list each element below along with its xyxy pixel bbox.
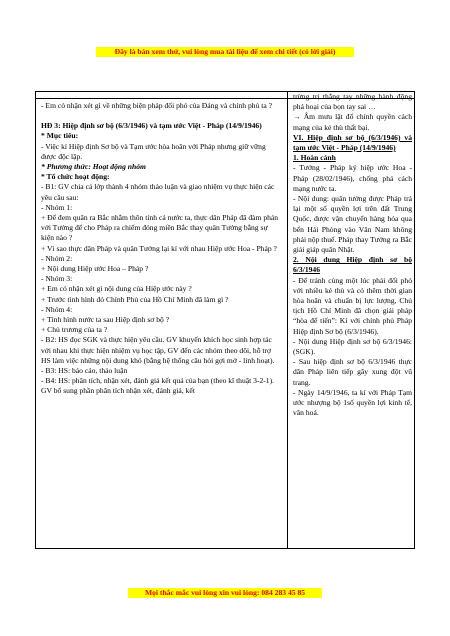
left-column-paragraph: * Phương thức: Hoạt động nhóm	[41, 162, 146, 172]
left-column-paragraph: - Việc kí Hiệp định Sơ bộ và Tạm ước hòa hoãn với Pháp nhưng giữ vững được độc lập.	[41, 141, 266, 161]
right-column-paragraph: VI. Hiệp định sơ bộ (6/3/1946) và tạm ước Việt - Pháp (14/9/1946)	[293, 132, 412, 153]
left-column-paragraph: * Mục tiêu:	[41, 131, 79, 141]
right-column-paragraph: trừng trị thẳng tay những hành động phá hoại của bọn tay sai …	[293, 92, 412, 112]
left-column-paragraph: - B1: GV chia cả lớp thành 4 nhóm thảo luận và giao nhiệm vụ thực hiện các yêu cầu sau:	[41, 182, 275, 202]
contact-banner: Mọi thắc mắc vui lòng xin vui lòng: 084 283 45 85	[128, 588, 322, 598]
right-column-paragraph: 1. Hoàn cảnh	[293, 153, 336, 163]
lesson-table	[35, 91, 415, 549]
left-column-paragraph: + Nội dung Hiệp ước Hoa – Pháp ?	[41, 264, 149, 274]
left-column-paragraph: - Nhóm 4:	[41, 304, 73, 314]
left-column-paragraph: + Trước tình hình đó Chính Phủ của Hồ Chí Minh đã làm gì ?	[41, 294, 229, 304]
left-column-paragraph: - B3: HS: báo cáo, thảo luận	[41, 366, 128, 376]
lesson-content-column	[293, 92, 412, 419]
left-column-paragraph: - B4: HS: phân tích, nhận xét, đánh giá kết quả của bạn (theo kĩ thuật 3-2-1).	[41, 376, 275, 386]
left-column-paragraph: * Tổ chức hoạt động:	[41, 172, 110, 182]
right-column-paragraph: - Nội dung: quân tưởng được Pháp trả lại một số quyền lợi trên đất Trung Quốc, được vận chuyển hàng hóa qua bến Hải Phòng vào Vân Nam không phải nộp thuế. Pháp thay Tưởng ra Bắc giải giáp quân Nhật.	[293, 194, 412, 255]
left-column-paragraph: - B2: HS đọc SGK và thực hiện yêu cầu. GV khuyến khích học sinh hợp tác với nhau khi thực hiện nhiệm vụ học tập, GV đến các nhóm theo dõi, hỗ trợ HS làm việc những nội dung khó (bằng hệ thống câu hỏi gợi mở - linh hoạt).	[41, 335, 275, 365]
right-column-paragraph: 2. Nội dung Hiệp định sơ bộ 6/3/1946	[293, 255, 412, 275]
right-column-paragraph: → Âm mưu lật đổ chính quyền cách mạng của kẻ thù thất bại.	[293, 112, 412, 132]
left-column-paragraph: - Nhóm 1:	[41, 202, 73, 212]
table-column-divider	[287, 92, 288, 548]
left-column-paragraph	[41, 111, 282, 121]
right-column-paragraph: - Sau hiệp định sơ bộ 6/3/1946 thực dân Pháp liên tiếp gây xung đột vũ trang.	[293, 357, 412, 387]
left-column-paragraph: - Nhóm 2:	[41, 253, 73, 263]
right-column-paragraph: - Ngày 14/9/1946, ta kí với Pháp Tạm ước nhượng bộ 1số quyền lợi kinh tế, văn hoá.	[293, 387, 412, 418]
left-column-paragraph: + Chủ trương của ta ?	[41, 325, 108, 335]
preview-notice-banner: Đây là bản xem thử, vui lòng mua tài liệu để xem chi tiết (có lời giải)	[96, 47, 354, 57]
left-column-paragraph: + Em có nhận xét gì nội dung của Hiệp ước này ?	[41, 284, 192, 294]
right-column-paragraph: - Để tránh cùng một lúc phải đối phó với nhiều kẻ thù và có thêm thời gian hòa hoãn và chuẩn bị lực lượng, Chủ tịch Hồ Chí Minh đã chọn giải pháp “hòa để tiến”: Kí với chính phủ Pháp Hiệp định Sơ bộ (6/3/1946).	[293, 275, 412, 336]
left-column-paragraph: + Tình hình nước ta sau Hiệp định sơ bộ ?	[41, 315, 170, 325]
left-column-paragraph: HĐ 3: Hiệp định sơ bộ (6/3/1946) và tạm ước Việt - Pháp (14/9/1946)	[41, 121, 262, 131]
left-column-paragraph: - Em có nhận xét gì về những biện pháp đối phó của Đảng và chính phủ ta ?	[41, 101, 273, 110]
left-column-paragraph: + Để đem quân ra Bắc nhằm thôn tính cả nước ta, thực dân Pháp đã đàm phán với Tưởng để cho Pháp ra chiếm đóng miền Bắc thay quân Tưởng bằng sự kiện nào ?	[41, 213, 279, 243]
teacher-activity-column	[41, 101, 282, 397]
left-column-paragraph: - Nhóm 3:	[41, 274, 73, 284]
right-column-paragraph: - Tưởng - Pháp ký hiệp ước Hoa - Pháp (28/02/1946), chống phá cách mạng nước ta.	[293, 163, 412, 193]
right-column-paragraph: - Nội dung Hiệp định sơ bộ 6/3/1946: (SGK).	[293, 336, 412, 357]
left-column-paragraph: GV bổ sung phần phân tích nhận xét, đánh giá, kết	[41, 386, 195, 396]
left-column-paragraph: + Vì sao thực dân Pháp và quân Tưởng lại kí với nhau Hiệp ước Hoa - Pháp ?	[41, 243, 277, 253]
